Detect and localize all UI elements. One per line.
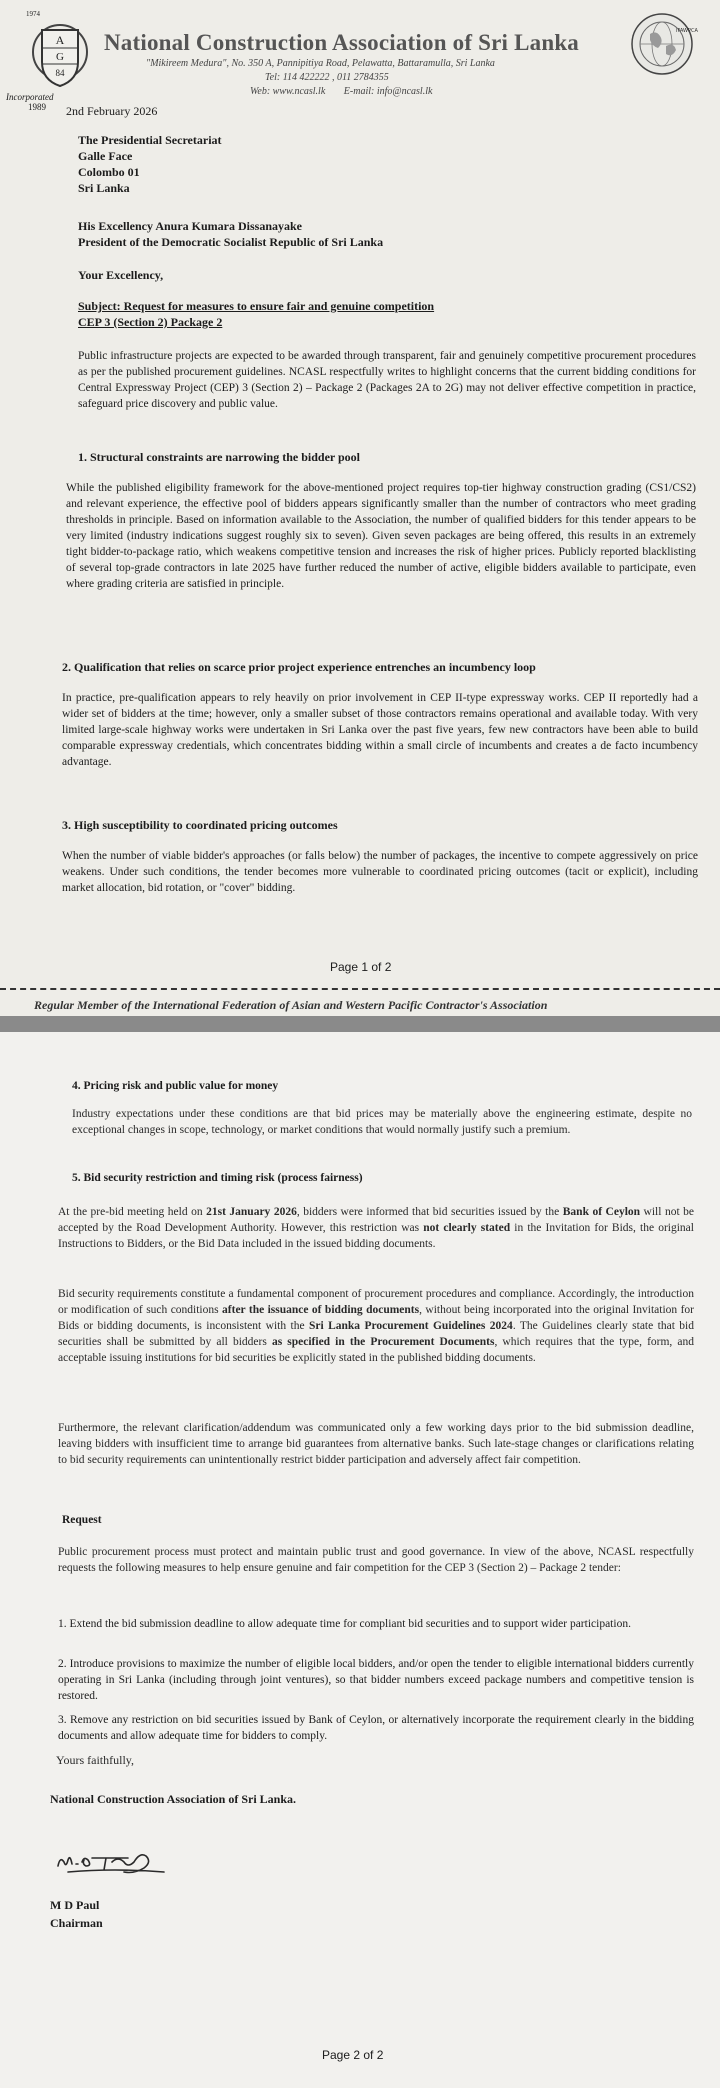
intro-paragraph: Public infrastructure projects are expected to be awarded through transparent, fair and genuinely competitive procurement procedures as per the published procurement guidelines. NCASL respectfully writes to highlight concerns that the current bidding conditions for Central Expressway Project (CEP) 3 (Section 2) – Package 2 (Packages 2A to 2G) may not deliver effective competition in practice, safeguard price discovery and public value.: [78, 350, 696, 410]
section-1-heading: 1. Structural constraints are narrowing the bidder pool: [78, 450, 361, 464]
guidelines-emphasis: Sri Lanka Procurement Guidelines 2024: [308, 1320, 513, 1332]
request-intro: Public procurement process must protect and maintain public trust and good governance. In view of the above, NCASL respectfully requests the following measures to help ensure genuine and fair competition for the CEP 3 (Section 2) – Package 2 tender:: [58, 1546, 694, 1574]
request-heading: Request: [62, 1514, 102, 1526]
org-name: National Construction Association of Sri Lanka: [104, 30, 580, 55]
address-line: The Presidential Secretariat: [78, 133, 222, 147]
request-item-3: 3. Remove any restriction on bid securities issued by Bank of Ceylon, or alternatively incorporate the requirement clearly in the bidding documents and allow adequate time for bidders to comply.: [58, 1714, 694, 1742]
incorporated-label: Incorporated: [6, 92, 54, 102]
address-line: Galle Face: [78, 149, 133, 163]
text-run: in the Invitation for Bids, the original Instructions to Bidders, or the Bid Data included in the issued bidding documents.: [58, 1222, 694, 1250]
signing-organization: National Construction Association of Sri Lanka.: [50, 1792, 297, 1806]
org-email: E-mail: info@ncasl.lk: [343, 86, 433, 97]
shield-letter-3: 84: [55, 68, 65, 78]
incorporated-year: 1989: [28, 102, 46, 112]
section-5-paragraph-3: Furthermore, the relevant clarification/addendum was communicated only a few working days prior to the bid submission deadline, leaving bidders with insufficient time to arrange bid guarantees from alternative banks. Such late-stage changes or clarifications relating to bid security requirements can unintentionally restrict bidder participation and adversely affect fair competition.: [58, 1422, 694, 1466]
org-address: "Mikireem Medura", No. 350 A, Pannipitiya Road, Pelawatta, Battaramulla, Sri Lanka: [146, 58, 495, 69]
logo-year: 1974: [26, 10, 40, 18]
signer-title: Chairman: [50, 1916, 103, 1930]
text-run: . The Guidelines clearly state that bid securities shall be submitted by all bidders: [58, 1320, 694, 1348]
section-1-body: While the published eligibility framework for the above-mentioned project requires top-tier highway construction grading (CS1/CS2) and relevant experience, the effective pool of bidders appears significantly smaller than the number of contractors who meet grading thresholds in principle. Based on information available to the Association, the number of qualified bidders for this tender appears to be very limited (industry indications suggest roughly six to seven). Given seven packages are being offered, this results in an extremely tight bidder-to-package ratio, which weakens competitive tension and increases the risk of higher prices. Publicly reported blacklisting of several top-grade contractors in late 2025 have further reduced the number of active, eligible bidders available to participate, even where grading criteria are satisfied in principle.: [66, 482, 696, 590]
letter-page-1: [0, 0, 720, 1016]
subject-line: Subject: Request for measures to ensure fair and genuine competition: [78, 299, 435, 313]
globe-icon: [630, 12, 698, 76]
address-line: Colombo 01: [78, 165, 140, 179]
recipient-block: [78, 218, 383, 250]
section-5-heading: 5. Bid security restriction and timing risk (process fairness): [72, 1172, 363, 1184]
text-run: Bid security requirements constitute a fundamental component of procurement procedures and compliance. Accordingly, the introduction or modification of such conditions: [58, 1288, 694, 1316]
page-number: Page 1 of 2: [330, 960, 392, 974]
section-4-body: Industry expectations under these conditions are that bid prices may be materially above the engineering estimate, despite no exceptional changes in scope, technology, or market conditions that would normally justify such a premium.: [72, 1108, 692, 1136]
globe-label: IFAWPCA: [676, 28, 698, 34]
shield-letter-2: G: [56, 51, 64, 63]
section-3-heading: 3. High susceptibility to coordinated pricing outcomes: [62, 818, 338, 832]
section-2-heading: 2. Qualification that relies on scarce prior project experience entrenches an incumbency loop: [62, 660, 536, 674]
procurement-docs-emphasis: as specified in the Procurement Documents: [271, 1336, 495, 1348]
section-2-body: In practice, pre-qualification appears to rely heavily on prior involvement in CEP II-type expressway works. CEP II reportedly had a wider set of bidders at the time; however, only a smaller subset of those contractors remains operational and available today. With very limited large-scale highway works were undertaken in Sri Lanka over the past five years, few new contractors have been able to build comparable expressway credentials, which concentrates bidding within a small circle of incumbents and creates a de facto incumbency advantage.: [62, 692, 698, 768]
recipient-title: President of the Democratic Socialist Republic of Sri Lanka: [78, 235, 384, 249]
org-telephone: Tel: 114 422222 , 011 2784355: [265, 72, 389, 83]
subject-package: CEP 3 (Section 2) Package 2: [78, 315, 223, 329]
section-4-heading: 4. Pricing risk and public value for money: [72, 1080, 279, 1092]
org-web: Web: www.ncasl.lk: [250, 86, 326, 97]
text-run: , bidders were informed that bid securities issued by the: [296, 1206, 563, 1218]
address-block: [78, 132, 222, 196]
closing: Yours faithfully,: [56, 1753, 135, 1767]
request-item-1: 1. Extend the bid submission deadline to allow adequate time for compliant bid securities and to support wider participation.: [58, 1618, 631, 1630]
text-run: will not be accepted by the Road Development Authority. However, this restriction was: [58, 1206, 694, 1234]
footer-divider: [0, 988, 720, 990]
request-item-2: 2. Introduce provisions to maximize the number of eligible local bidders, and/or open the tender to eligible international bidders currently operating in Sri Lanka (including through joint ventures), so that bidder numbers exceed package numbers and competitive tension is restored.: [58, 1658, 694, 1702]
footer-membership: Regular Member of the International Federation of Asian and Western Pacific Contractor's Association: [34, 998, 548, 1012]
incorporated-note: [6, 92, 54, 112]
page-number: Page 2 of 2: [322, 2048, 384, 2062]
section-3-body: When the number of viable bidder's approaches (or falls below) the number of packages, the incentive to compete aggressively on price weakens. Under such conditions, the tender becomes more vulnerable to coordinated pricing outcomes (tacit or explicit), including market allocation, bid rotation, or "cover" bidding.: [62, 850, 698, 894]
text-run: , which requires that the type, form, and acceptable issuing institutions for bid securities be explicitly stated in the published bidding documents.: [58, 1336, 695, 1364]
bank-emphasis: Bank of Ceylon: [562, 1206, 641, 1218]
section-5-paragraph-2: [58, 1286, 694, 1366]
signature-image: [54, 1838, 174, 1878]
address-line: Sri Lanka: [78, 181, 130, 195]
date-emphasis: 21st January 2026: [206, 1206, 297, 1218]
not-stated-emphasis: not clearly stated: [423, 1222, 511, 1234]
issuance-emphasis: after the issuance of bidding documents: [222, 1304, 420, 1316]
text-run: , without being incorporated into the original Invitation for Bids or bidding documents, is inconsistent with the: [58, 1304, 694, 1332]
shield-icon: [32, 20, 88, 90]
page-gap: [0, 1016, 720, 1032]
shield-letter-1: A: [55, 33, 65, 47]
salutation: Your Excellency,: [78, 268, 164, 282]
org-web-email: [250, 86, 448, 97]
recipient-name: His Excellency Anura Kumara Dissanayake: [78, 219, 303, 233]
subject-block: [78, 298, 434, 330]
signer-name: M D Paul: [50, 1898, 100, 1912]
letter-date: 2nd February 2026: [66, 104, 158, 118]
section-5-paragraph-1: [58, 1204, 694, 1252]
text-run: At the pre-bid meeting held on: [58, 1206, 207, 1218]
